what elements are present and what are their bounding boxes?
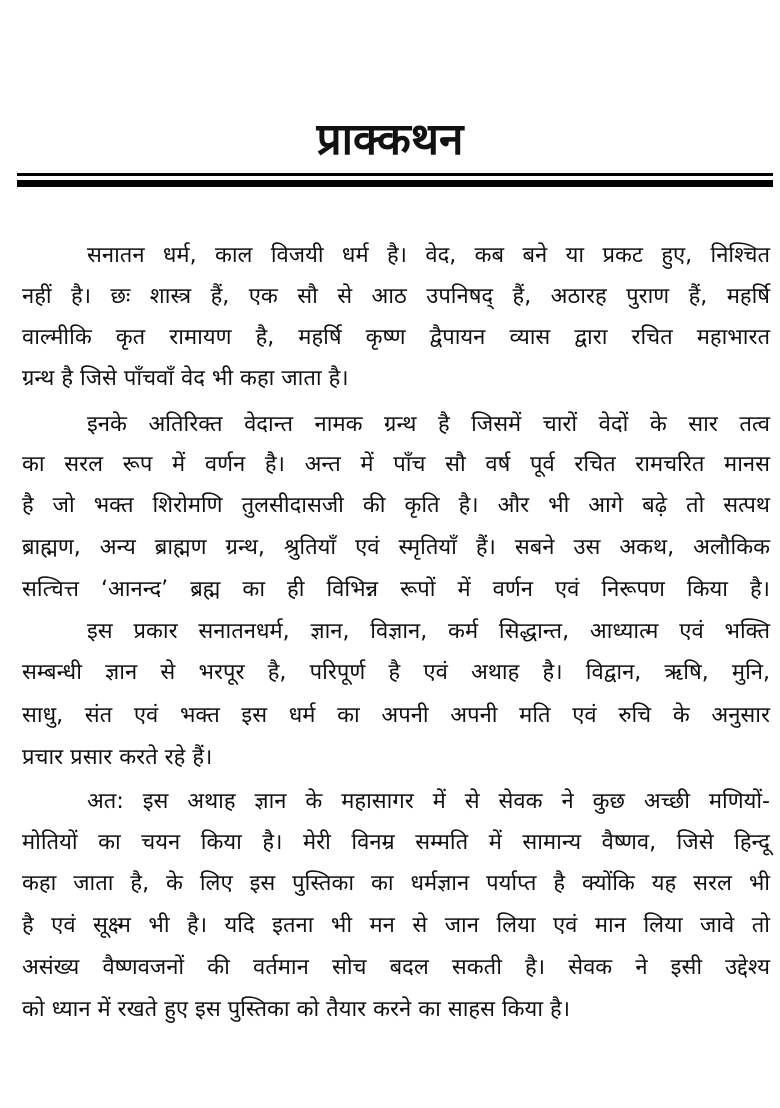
text-line: मोतियों का चयन किया है। मेरी विनम्र सम्मति में सामान्य वैष्णव, जिसे हिन्दू — [22, 830, 770, 855]
text-line: प्रचार प्रसार करते रहे हैं। — [22, 745, 213, 770]
text-line: सत्चित्त ‘आनन्द’ ब्रह्म का ही विभिन्न रूपों में वर्णन एवं निरूपण किया है। — [22, 577, 770, 602]
page-title: प्राक्कथन — [316, 114, 464, 165]
text-line: का सरल रूप में वर्णन है। अन्त में पाँच सौ वर्ष पूर्व रचित रामचरित मानस — [22, 452, 770, 477]
text-line: नहीं है। छः शास्त्र हैं, एक सौ से आठ उपनिषद् हैं, अठारह पुराण हैं, महर्षि — [22, 284, 770, 309]
text-line: सम्बन्धी ज्ञान से भरपूर है, परिपूर्ण है एवं अथाह है। विद्वान, ऋषि, मुनि, — [22, 660, 770, 685]
text-line: है एवं सूक्ष्म भी है। यदि इतना भी मन से जान लिया एवं मान लिया जावे तो — [22, 913, 770, 938]
text-line: वाल्मीकि कृत रामायण है, महर्षि कृष्ण द्वैपायन व्यास द्वारा रचित महाभारत — [22, 325, 770, 350]
text-line: असंख्य वैष्णवजनों की वर्तमान सोच बदल सकती है। सेवक ने इसी उद्देश्य — [22, 955, 770, 980]
text-line: इस प्रकार सनातनधर्म, ज्ञान, विज्ञान, कर्म सिद्धान्त, आध्यात्म एवं भक्ति — [87, 619, 770, 644]
text-line: कहा जाता है, के लिए इस पुस्तिका का धर्मज्ञान पर्याप्त है क्योंकि यह सरल भी — [22, 871, 770, 896]
text-line: है जो भक्त शिरोमणि तुलसीदासजी की कृति है। और भी आगे बढ़े तो सत्पथ — [22, 493, 770, 518]
text-line: ग्रन्थ है जिसे पाँचवाँ वेद भी कहा जाता है। — [22, 366, 349, 391]
text-line: सनातन धर्म, काल विजयी धर्म है। वेद, कब बने या प्रकट हुए, निश्चित — [87, 243, 770, 268]
text-line: साधु, संत एवं भक्त इस धर्म का अपनी अपनी मति एवं रुचि के अनुसार — [22, 703, 770, 728]
text-line: इनके अतिरिक्त वेदान्त नामक ग्रन्थ है जिसमें चारों वेदों के सार तत्व — [87, 412, 770, 437]
text-line: ब्राह्मण, अन्य ब्राह्मण ग्रन्थ, श्रुतियाँ एवं स्मृतियाँ हैं। सबने उस अकथ, अलौकिक — [22, 535, 770, 560]
text-line: अत: इस अथाह ज्ञान के महासागर में से सेवक ने कुछ अच्छी मणियों- — [87, 789, 770, 814]
title-rule-thick — [17, 180, 773, 187]
title-rule-thin — [17, 173, 773, 176]
text-line: को ध्यान में रखते हुए इस पुस्तिका को तैयार करने का साहस किया है। — [22, 997, 571, 1022]
